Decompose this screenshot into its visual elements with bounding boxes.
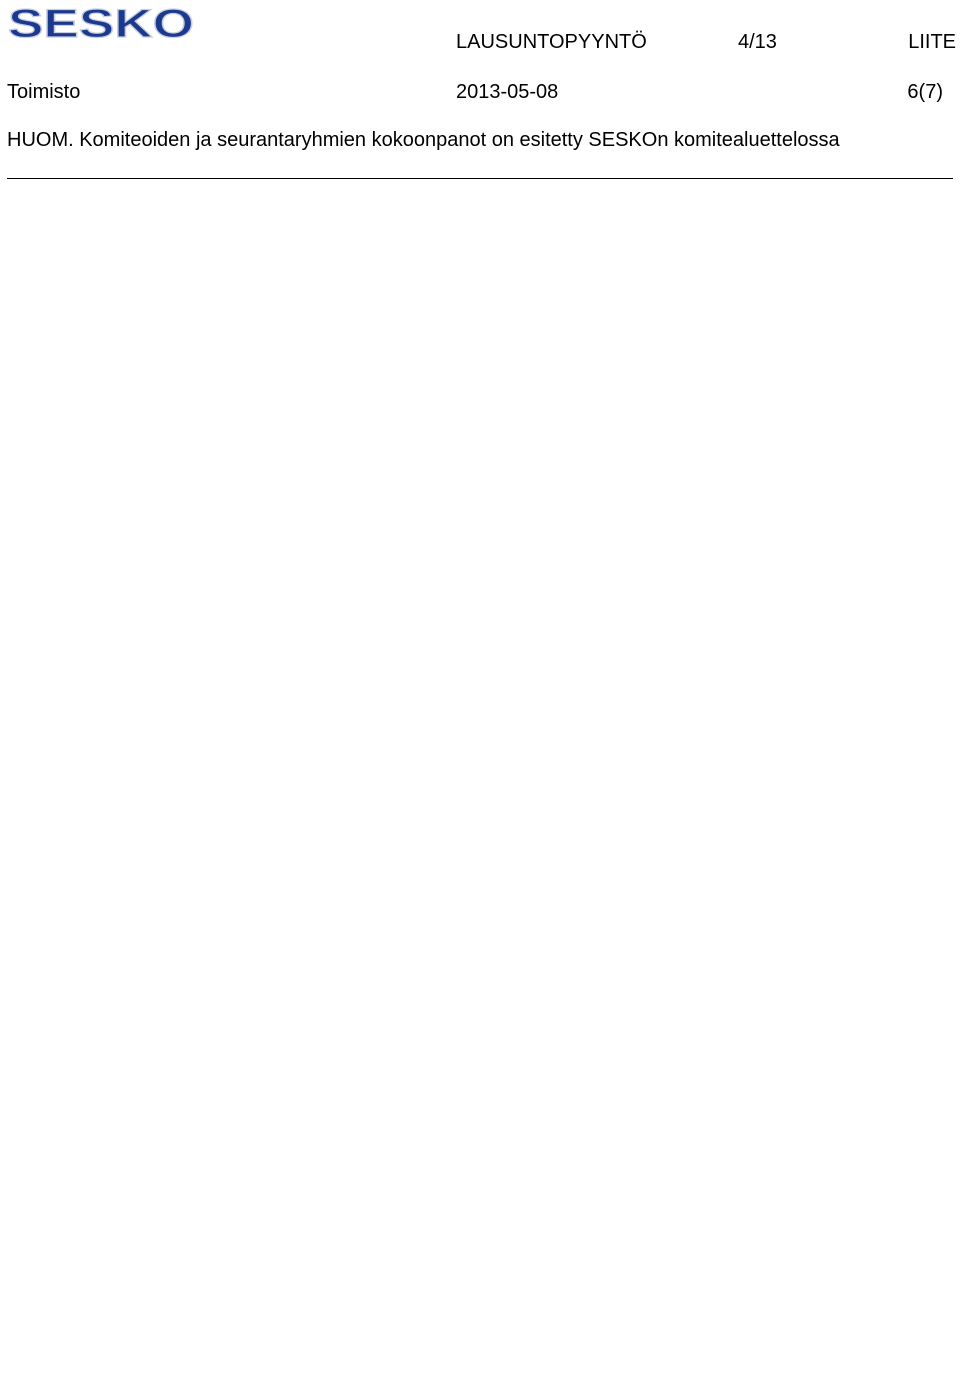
office-label: Toimisto: [7, 81, 81, 103]
logo-text: SESKO: [8, 2, 194, 46]
header-divider: [7, 178, 953, 179]
committee-note: HUOM. Komiteoiden ja seurantaryhmien kokoonpanot on esitetty SESKOn komitealuettelossa: [7, 129, 840, 151]
page-number: 4/13: [738, 31, 777, 53]
page-count: 6(7): [907, 81, 943, 103]
sesko-logo: [6, 2, 196, 46]
note-area: [7, 128, 957, 154]
annex-label: LIITE: [908, 31, 956, 53]
sesko-logo-mark: [6, 2, 196, 46]
document-date: 2013-05-08: [456, 81, 559, 103]
document-type: LAUSUNTOPYYNTÖ: [456, 31, 647, 53]
